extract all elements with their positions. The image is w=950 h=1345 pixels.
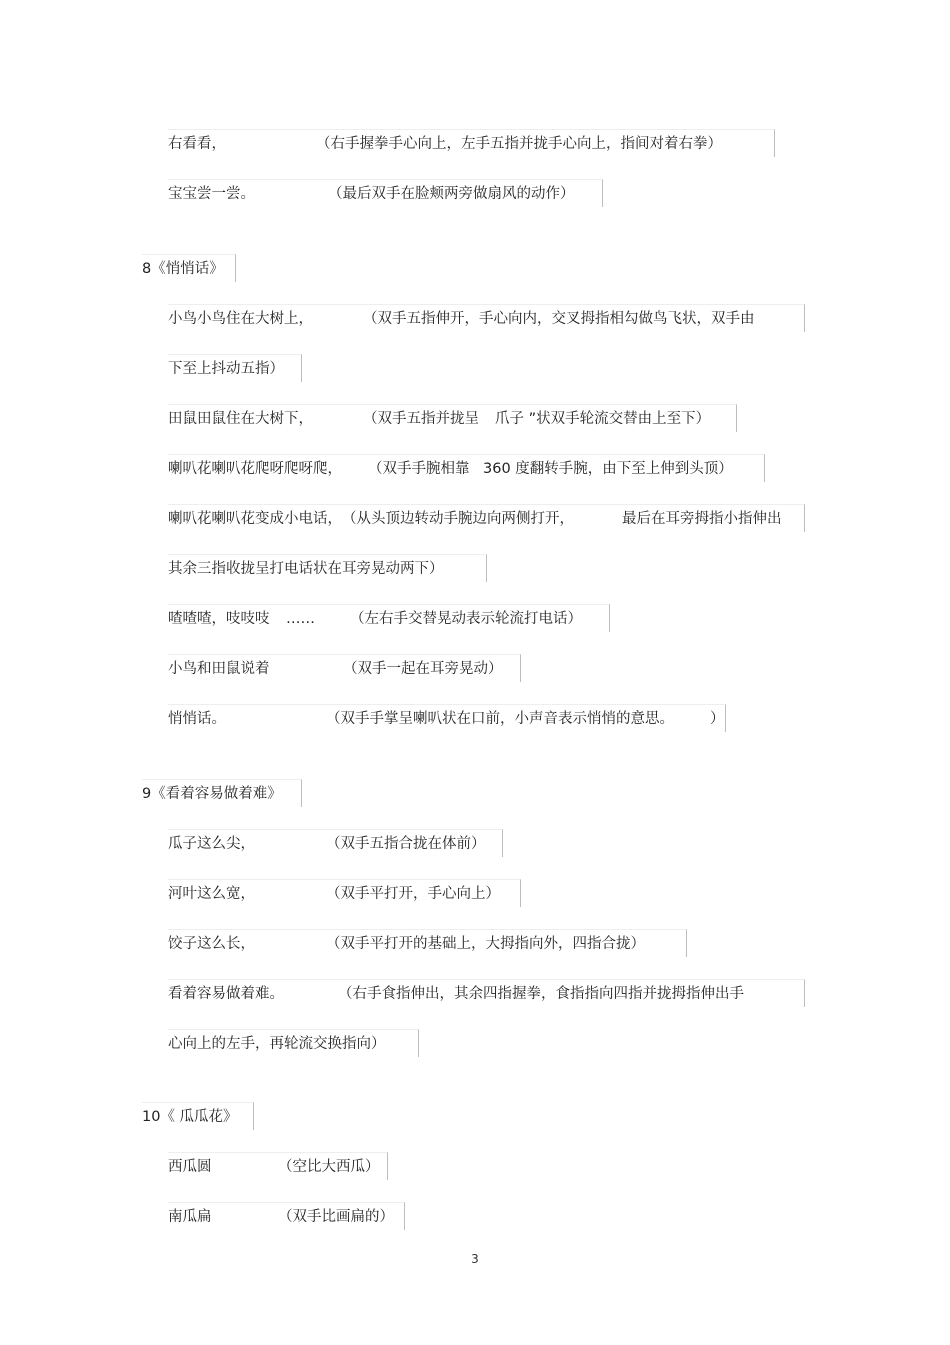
- text-line: [168, 1029, 419, 1057]
- rhyme-text: 小鸟小鸟住在大树上，: [168, 311, 313, 327]
- rhyme-text: 悄悄话。: [168, 711, 226, 727]
- rhyme-text: 瓜子这么尖，: [168, 836, 255, 852]
- rhyme-text: 南瓜扁: [168, 1209, 212, 1225]
- rhyme-text: 喇叭花喇叭花爬呀爬呀爬，: [168, 461, 342, 477]
- text-line: [168, 654, 521, 682]
- text-line: [168, 354, 302, 382]
- text-line: [168, 404, 737, 432]
- text-line: [168, 1152, 388, 1180]
- action-note-cont: 爪子 ”状双手轮流交替由上至下）: [495, 411, 711, 427]
- action-note: （双手五指合拢在体前）: [326, 836, 486, 852]
- rhyme-text: 西瓜圆: [168, 1159, 212, 1175]
- section-heading: [142, 1102, 254, 1130]
- text-line: [168, 129, 775, 157]
- section-title: 8《悄悄话》: [142, 261, 224, 277]
- action-note: （从头顶边转动手腕边向两侧打开，: [342, 511, 574, 527]
- action-note: （双手平打开的基础上，大拇指向外，四指合拢）: [326, 936, 645, 952]
- text-line: [168, 704, 726, 732]
- text-line: [168, 979, 805, 1007]
- rhyme-text: 心向上的左手，再轮流交换指向）: [168, 1036, 386, 1052]
- text-line: [168, 504, 805, 532]
- page-number: 3: [471, 1252, 479, 1266]
- section-heading: [142, 779, 302, 807]
- action-note: （双手比画扁的）: [278, 1209, 394, 1225]
- action-note: （空比大西瓜）: [278, 1159, 380, 1175]
- action-note: （双手手腕相靠: [368, 461, 470, 477]
- action-note: （右手食指伸出，其余四指握拳，食指指向四指并拢拇指伸出手: [338, 986, 744, 1002]
- rhyme-text: 田鼠田鼠住在大树下，: [168, 411, 313, 427]
- action-note: （双手五指伸开，手心向内，交叉拇指相勾做鸟飞状，双手由: [363, 311, 755, 327]
- text-line: [168, 454, 765, 482]
- action-note: （双手平打开，手心向上）: [326, 886, 500, 902]
- action-note: （最后双手在脸颊两旁做扇风的动作）: [328, 186, 575, 202]
- rhyme-text: 河叶这么宽，: [168, 886, 255, 902]
- section-heading: [142, 254, 236, 282]
- rhyme-text: 右看看，: [168, 136, 226, 152]
- text-line: [168, 179, 603, 207]
- rhyme-text: 其余三指收拢呈打电话状在耳旁晃动两下）: [168, 561, 444, 577]
- action-note-cont: 最后在耳旁拇指小指伸出: [622, 511, 782, 527]
- text-line: [168, 554, 487, 582]
- rhyme-text: 喳喳喳，吱吱吱: [168, 611, 270, 627]
- text-line: [168, 929, 687, 957]
- action-note: （双手五指并拢呈: [363, 411, 479, 427]
- rhyme-text: 下至上抖动五指）: [168, 361, 284, 377]
- ellipsis: ……: [286, 611, 315, 627]
- text-line: [168, 879, 521, 907]
- action-note-cont: ）: [710, 711, 725, 727]
- action-note: （右手握拳手心向上，左手五指并拢手心向上，指间对着右拳）: [316, 136, 722, 152]
- action-note: （双手手掌呈喇叭状在口前，小声音表示悄悄的意思。: [326, 711, 674, 727]
- text-line: [168, 1202, 405, 1230]
- action-note: （左右手交替晃动表示轮流打电话）: [350, 611, 582, 627]
- rhyme-text: 喇叭花喇叭花变成小电话，: [168, 511, 342, 527]
- rhyme-text: 饺子这么长，: [168, 936, 255, 952]
- action-note: （双手一起在耳旁晃动）: [343, 661, 503, 677]
- rhyme-text: 宝宝尝一尝。: [168, 186, 255, 202]
- section-title: 10《 瓜瓜花》: [142, 1109, 238, 1125]
- text-line: [168, 304, 805, 332]
- action-note-cont: 360 度翻转手腕，由下至上伸到头顶）: [483, 461, 733, 477]
- text-line: [168, 604, 610, 632]
- rhyme-text: 看着容易做着难。: [168, 986, 284, 1002]
- text-line: [168, 829, 503, 857]
- section-title: 9《看着容易做着难》: [142, 786, 282, 802]
- rhyme-text: 小鸟和田鼠说着: [168, 661, 270, 677]
